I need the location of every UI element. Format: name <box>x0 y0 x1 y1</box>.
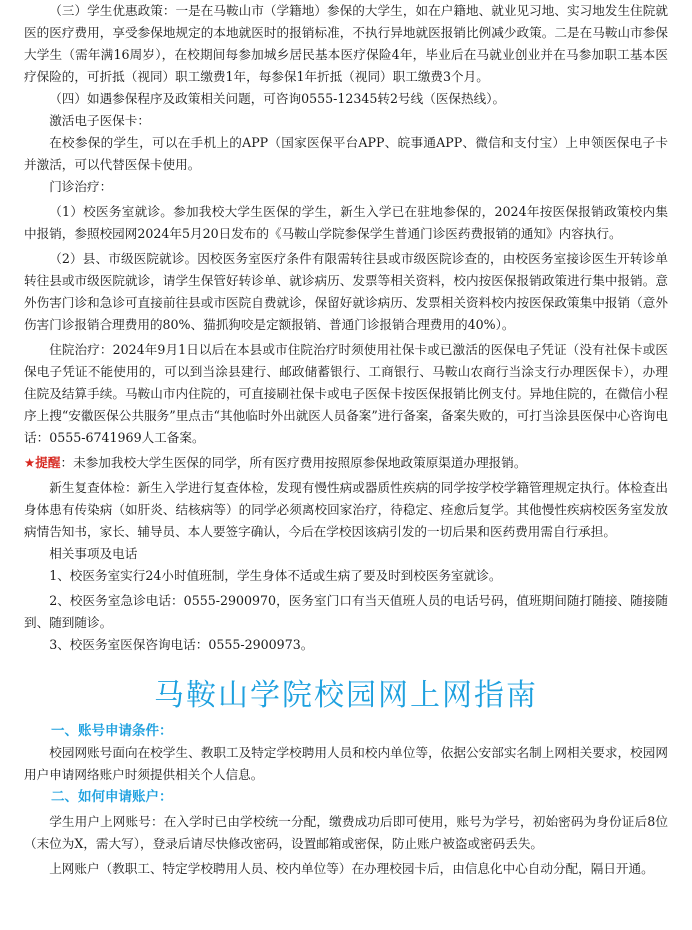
reminder-paragraph <box>24 452 668 474</box>
related-item-3: 3、校医务室医保咨询电话：0555-2900973。 <box>49 637 314 652</box>
outpatient-item-1: （1）校医务室就诊。参加我校大学生医保的学生，新生入学已在驻地参保的，2024年按医保报销政策校内集中报销，参照校园网2024年5月20日发布的《马鞍山学院参保学生普通门诊医药费报销的通知》内容执行。 <box>24 204 668 241</box>
outpatient-item-2: （2）县、市级医院就诊。因校医务室医疗条件有限需转往县或市级医院诊查的，由校医务室接诊医生开转诊单转往县或市级医院就诊，请学生保管好转诊单、就诊病历、发票等相关资料，校内按医保报销政策进行集中报销。意外伤害门诊和急诊可直接前往县或市医院自费就诊，保留好就诊病历、发票相关资料校内按医保政策集中报销（意外伤害门诊报销合理费用的80%、猫抓狗咬是定额报销、普通门诊报销合理费用的40%）。 <box>24 251 668 332</box>
student-policy-paragraph: （三）学生优惠政策：一是在马鞍山市（学籍地）参保的大学生，如在户籍地、就业见习地、实习地发生住院就医的医疗费用，享受参保地规定的本地就医时的报销标准，不执行异地就医报销比例减少政策。二是在马鞍山市参保大学生（需年满16周岁），在校期间每参加城乡居民基本医疗保险4年，毕业后在马就业创业并在马参加职工基本医疗保险的，可折抵（视同）职工缴费1年，每参保1年折抵（视同）职工缴费3个月。 <box>24 3 668 84</box>
consult-paragraph: （四）如遇参保程序及政策相关问题，可咨询0555-12345转2号线（医保热线）。 <box>49 91 506 106</box>
activate-paragraph: 在校参保的学生，可以在手机上的APP（国家医保平台APP、皖事通APP、微信和支付宝）上申领医保电子卡并激活，可以代替医保卡使用。 <box>24 135 668 172</box>
network-guide-title: 马鞍山学院校园网上网指南 <box>154 678 538 713</box>
reminder-text: ：未参加我校大学生医保的同学，所有医疗费用按照原参保地政策原渠道办理报销。 <box>60 455 527 470</box>
account-conditions-paragraph: 校园网账号面向在校学生、教职工及特定学校聘用人员和校内单位等，依据公安部实名制上网相关要求，校园网用户申请网络账户时须提供相关个人信息。 <box>24 745 668 782</box>
related-item-1: 1、校医务室实行24小时值班制，学生身体不适或生病了要及时到校医务室就诊。 <box>49 568 502 583</box>
outpatient-title: 门诊治疗： <box>49 179 113 194</box>
related-title: 相关事项及电话 <box>49 546 138 561</box>
section-heading-account-conditions: 一、账号申请条件： <box>51 723 173 739</box>
section-heading-apply-account: 二、如何申请账户： <box>51 789 173 805</box>
recheck-paragraph: 新生复查体检：新生入学进行复查体检，发现有慢性病或器质性疾病的同学按学校学籍管理规定执行。体检查出身体患有传染病（如肝炎、结核病等）的同学必须离校回家治疗，待稳定、痊愈后复学。其他慢性疾病校医务室发放病情告知书，家长、辅导员、本人要签字确认，今后在学校因该病引发的一切后果和医药费用需自行承担。 <box>24 480 668 539</box>
staff-account-paragraph: 上网账户（教职工、特定学校聘用人员、校内单位等）在办理校园卡后，由信息化中心自动分配，隔日开通。 <box>49 861 654 876</box>
inpatient-paragraph: 住院治疗：2024年9月1日以后在本县或市住院治疗时须使用社保卡或已激活的医保电子凭证（没有社保卡或医保电子凭证不能使用的，可以到当涂县建行、邮政储蓄银行、工商银行、马鞍山农商行当涂支行办理医保卡），办理住院及结算手续。马鞍山市内住院的，可直接刷社保卡或电子医保卡按医保报销比例支付。异地住院的，在微信小程序上搜“安徽医保公共服务”里点击“其他临时外出就医人员备案”进行备案，备案失败的，可打当涂县医保中心咨询电话：0555-6741969人工备案。 <box>24 342 668 445</box>
activate-title: 激活电子医保卡： <box>49 113 150 128</box>
star-icon: ★ <box>24 455 36 470</box>
reminder-label: 提醒 <box>35 455 61 470</box>
related-item-2: 2、校医务室急诊电话：0555-2900970，医务室门口有当天值班人员的电话号码，值班期间随打随接、随接随到、随到随诊。 <box>24 593 668 630</box>
student-account-paragraph: 学生用户上网账号：在入学时已由学校统一分配，缴费成功后即可使用，账号为学号，初始密码为身份证后8位（末位为X，需大写），登录后请尽快修改密码，设置邮箱或密保，防止账户被盗或密码丢失。 <box>24 814 668 851</box>
